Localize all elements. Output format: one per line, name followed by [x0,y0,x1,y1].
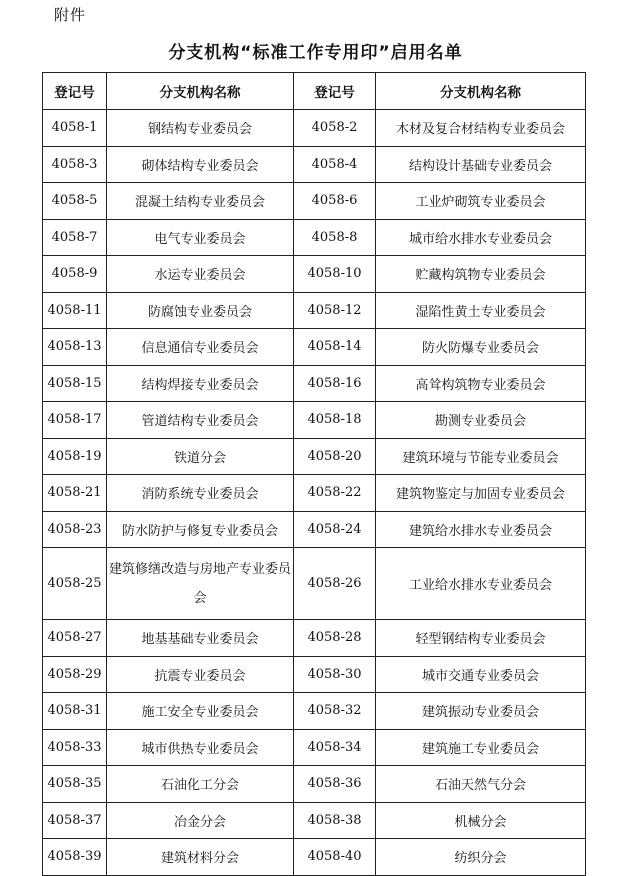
branch-name-cell: 结构焊接专业委员会 [107,365,294,402]
branch-name-cell: 城市给水排水专业委员会 [376,219,586,256]
reg-no-cell: 4058-18 [294,402,376,439]
attachment-label: 附件 [54,6,87,24]
branch-name-cell: 防腐蚀专业委员会 [107,292,294,329]
branch-name-cell: 结构设计基础专业委员会 [376,146,586,183]
branch-name-cell: 电气专业委员会 [107,219,294,256]
branch-name-cell: 城市交通专业委员会 [376,656,586,693]
table-row [43,511,586,548]
reg-no-cell: 4058-27 [43,620,107,657]
branch-name-cell: 地基基础专业委员会 [107,620,294,657]
reg-no-cell: 4058-30 [294,656,376,693]
reg-no-cell: 4058-26 [294,548,376,620]
table-row [43,256,586,293]
table-row [43,219,586,256]
branch-name-cell: 防火防爆专业委员会 [376,329,586,366]
reg-no-cell: 4058-7 [43,219,107,256]
branch-name-cell: 施工安全专业委员会 [107,693,294,730]
table-row [43,656,586,693]
reg-no-cell: 4058-22 [294,475,376,512]
header-branch-name-left: 分支机构名称 [107,73,294,110]
branch-list-table [42,72,586,876]
table-row [43,839,586,876]
table-row [43,766,586,803]
reg-no-cell: 4058-8 [294,219,376,256]
reg-no-cell: 4058-3 [43,146,107,183]
branch-name-cell: 冶金分会 [107,802,294,839]
reg-no-cell: 4058-40 [294,839,376,876]
reg-no-cell: 4058-21 [43,475,107,512]
reg-no-cell: 4058-24 [294,511,376,548]
branch-name-cell: 建筑环境与节能专业委员会 [376,438,586,475]
table-row [43,438,586,475]
branch-name-cell: 钢结构专业委员会 [107,110,294,147]
reg-no-cell: 4058-23 [43,511,107,548]
reg-no-cell: 4058-6 [294,183,376,220]
branch-name-cell: 勘测专业委员会 [376,402,586,439]
reg-no-cell: 4058-12 [294,292,376,329]
branch-name-cell: 机械分会 [376,802,586,839]
document-title: 分支机构“标准工作专用印”启用名单 [168,43,463,63]
branch-name-cell: 木材及复合材结构专业委员会 [376,110,586,147]
reg-no-cell: 4058-20 [294,438,376,475]
branch-name-cell: 石油化工分会 [107,766,294,803]
reg-no-cell: 4058-4 [294,146,376,183]
table-row [43,292,586,329]
branch-name-cell: 纺织分会 [376,839,586,876]
table-row [43,329,586,366]
reg-no-cell: 4058-32 [294,693,376,730]
reg-no-cell: 4058-10 [294,256,376,293]
table-row [43,110,586,147]
reg-no-cell: 4058-29 [43,656,107,693]
reg-no-cell: 4058-28 [294,620,376,657]
branch-name-cell: 砌体结构专业委员会 [107,146,294,183]
branch-name-cell: 建筑振动专业委员会 [376,693,586,730]
table-row [43,729,586,766]
branch-name-cell: 工业炉砌筑专业委员会 [376,183,586,220]
branch-name-cell: 贮藏构筑物专业委员会 [376,256,586,293]
branch-name-cell: 高耸构筑物专业委员会 [376,365,586,402]
reg-no-cell: 4058-1 [43,110,107,147]
reg-no-cell: 4058-15 [43,365,107,402]
table-row [43,620,586,657]
reg-no-cell: 4058-34 [294,729,376,766]
reg-no-cell: 4058-2 [294,110,376,147]
reg-no-cell: 4058-25 [43,548,107,620]
branch-name-cell: 工业给水排水专业委员会 [376,548,586,620]
header-reg-no-left: 登记号 [43,73,107,110]
branch-name-cell: 管道结构专业委员会 [107,402,294,439]
branch-name-cell: 防水防护与修复专业委员会 [107,511,294,548]
branch-name-cell: 抗震专业委员会 [107,656,294,693]
reg-no-cell: 4058-36 [294,766,376,803]
branch-name-cell: 水运专业委员会 [107,256,294,293]
table-row [43,693,586,730]
branch-name-cell: 建筑物鉴定与加固专业委员会 [376,475,586,512]
reg-no-cell: 4058-9 [43,256,107,293]
branch-name-cell: 城市供热专业委员会 [107,729,294,766]
reg-no-cell: 4058-16 [294,365,376,402]
header-reg-no-right: 登记号 [294,73,376,110]
branch-name-cell: 石油天然气分会 [376,766,586,803]
branch-name-cell: 建筑材料分会 [107,839,294,876]
reg-no-cell: 4058-39 [43,839,107,876]
branch-name-cell: 混凝土结构专业委员会 [107,183,294,220]
table-row [43,183,586,220]
branch-name-cell: 铁道分会 [107,438,294,475]
reg-no-cell: 4058-38 [294,802,376,839]
header-branch-name-right: 分支机构名称 [376,73,586,110]
reg-no-cell: 4058-35 [43,766,107,803]
table-row [43,146,586,183]
table-row [43,475,586,512]
reg-no-cell: 4058-31 [43,693,107,730]
reg-no-cell: 4058-33 [43,729,107,766]
reg-no-cell: 4058-14 [294,329,376,366]
table-row [43,802,586,839]
branch-name-cell: 消防系统专业委员会 [107,475,294,512]
reg-no-cell: 4058-11 [43,292,107,329]
table-row [43,402,586,439]
branch-name-cell: 建筑施工专业委员会 [376,729,586,766]
reg-no-cell: 4058-37 [43,802,107,839]
branch-name-cell: 建筑给水排水专业委员会 [376,511,586,548]
reg-no-cell: 4058-19 [43,438,107,475]
branch-name-cell: 轻型钢结构专业委员会 [376,620,586,657]
branch-name-cell: 信息通信专业委员会 [107,329,294,366]
reg-no-cell: 4058-17 [43,402,107,439]
reg-no-cell: 4058-13 [43,329,107,366]
branch-name-cell: 建筑修缮改造与房地产专业委员会 [107,548,294,620]
table-row [43,548,586,620]
table-body [43,110,586,876]
branch-name-cell: 湿陷性黄土专业委员会 [376,292,586,329]
reg-no-cell: 4058-5 [43,183,107,220]
table-header-row [43,73,586,110]
table-row [43,365,586,402]
